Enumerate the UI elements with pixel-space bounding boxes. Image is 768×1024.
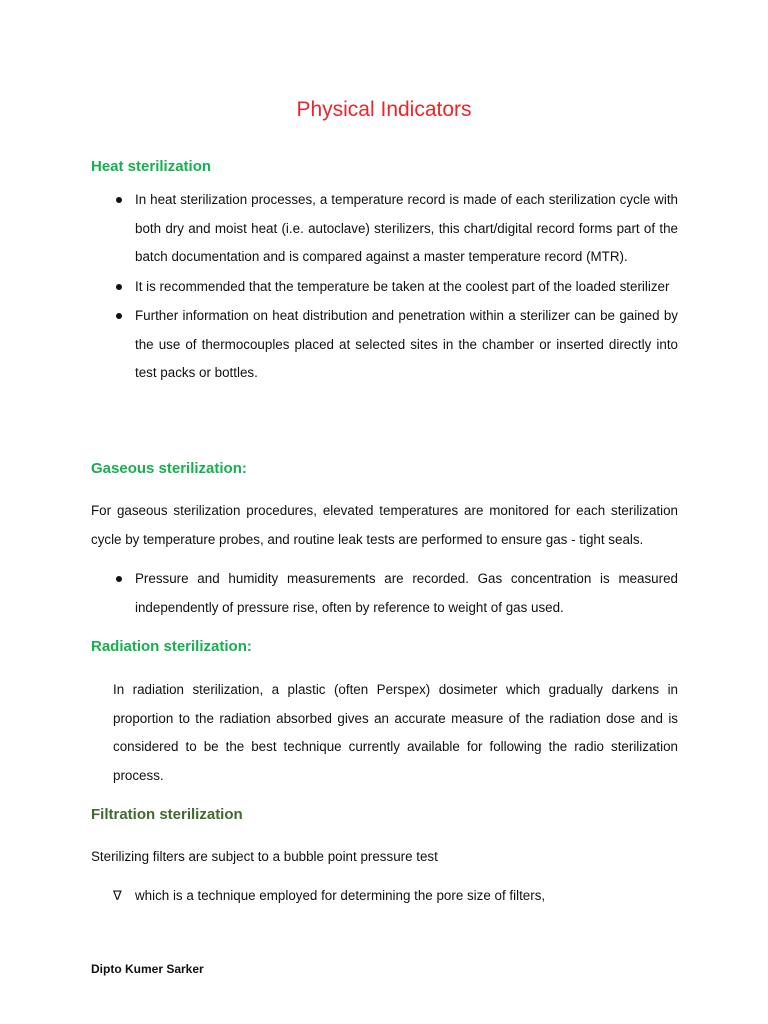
bullet-icon xyxy=(116,284,122,290)
heading-radiation-sterilization: Radiation sterilization: xyxy=(91,638,252,655)
gaseous-paragraph: For gaseous sterilization procedures, elevated temperatures are monitored for each sterilization cycle by temperature probes, and routine leak tests are performed to ensure gas - tight seals. xyxy=(91,503,678,547)
list-item: Pressure and humidity measurements are recorded. Gas concentration is measured independently of pressure rise, often by reference to weight of gas used. xyxy=(91,565,678,622)
list-item: In heat sterilization processes, a temperature record is made of each sterilization cycle with both dry and moist heat (i.e. autoclave) sterilizers, this chart/digital record forms part of the batch documentation and is compared against a master temperature record (MTR). xyxy=(91,186,678,272)
list-item: ∇ which is a technique employed for determining the pore size of filters, xyxy=(91,882,678,911)
bullet-icon xyxy=(116,313,122,319)
footer-author: Dipto Kumer Sarker xyxy=(91,962,204,976)
gaseous-bullet-list xyxy=(91,565,678,622)
heat-bullet-list xyxy=(91,186,678,388)
heading-gaseous-sterilization: Gaseous sterilization: xyxy=(91,460,247,477)
page-title: Physical Indicators xyxy=(296,98,472,121)
radiation-paragraph: In radiation sterilization, a plastic (often Perspex) dosimeter which gradually darkens in proportion to the radiation absorbed gives an accurate measure of the radiation dose and is considered to be the best technique currently available for following the radio sterilization process. xyxy=(113,682,678,783)
filtration-bullet-list xyxy=(91,882,678,911)
heading-filtration-sterilization: Filtration sterilization xyxy=(91,806,243,823)
bullet-icon xyxy=(116,576,122,582)
nabla-bullet-icon: ∇ xyxy=(113,888,122,903)
list-item: It is recommended that the temperature be taken at the coolest part of the loaded sterilizer xyxy=(91,273,678,302)
heading-heat-sterilization: Heat sterilization xyxy=(91,158,212,175)
bullet-icon xyxy=(116,197,122,203)
list-item: Further information on heat distribution and penetration within a sterilizer can be gained by the use of thermocouples placed at selected sites in the chamber or inserted directly into test packs or bottles. xyxy=(91,302,678,388)
filtration-paragraph: Sterilizing filters are subject to a bubble point pressure test xyxy=(91,849,438,864)
